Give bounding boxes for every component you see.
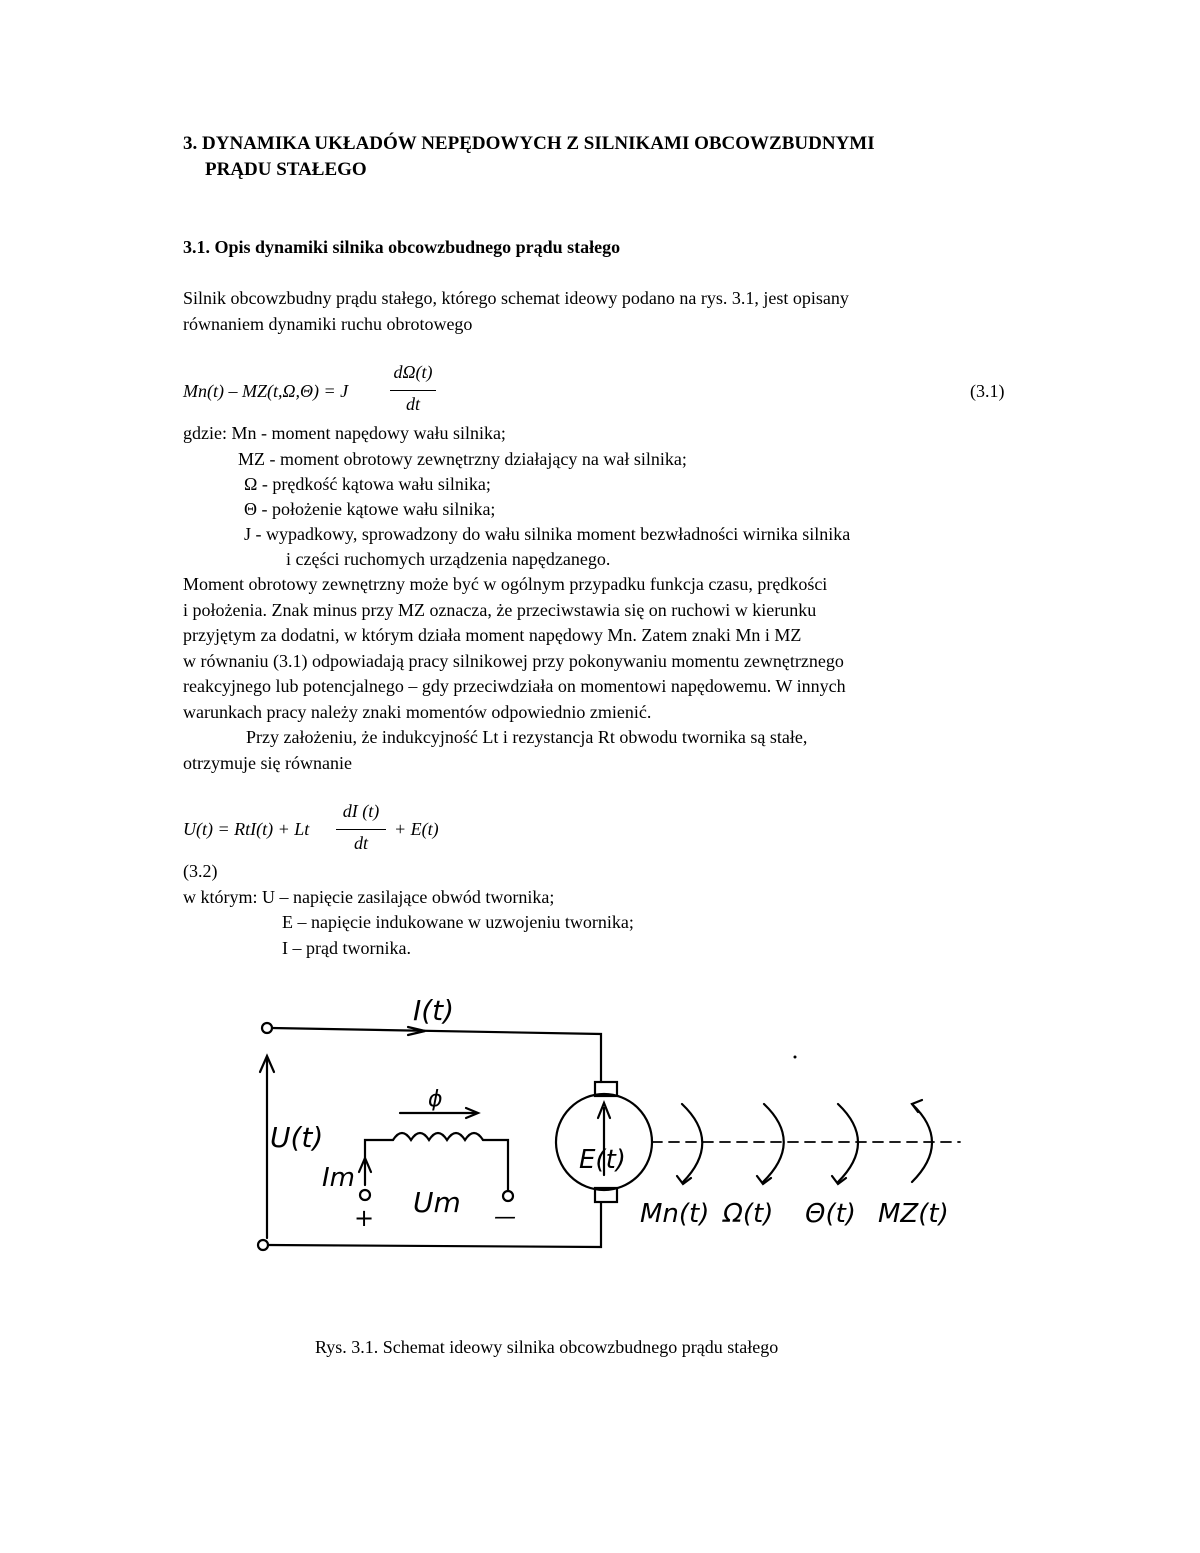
terminal-bottom (258, 1240, 268, 1250)
defs1-item: i części ruchomych urządzenia napędzanego. (286, 549, 611, 569)
para2-line: Przy założeniu, że indukcyjność Lt i rezystancja Rt obwodu twornika są stałe, (246, 727, 808, 747)
defs2-lead: w którym: U – napięcie zasilające obwód twornika; (183, 887, 555, 907)
eq1-lhs: Mn(t) – MZ(t,Ω,Θ) = J (183, 381, 349, 401)
terminal-top (262, 1023, 272, 1033)
field-terminal-minus (503, 1191, 513, 1201)
label-voltage: U(t) (270, 1121, 324, 1154)
eq1-numerator: dΩ(t) (393, 362, 433, 382)
field-coil (393, 1133, 483, 1140)
defs1-lead: gdzie: Mn - moment napędowy wału silnika; (183, 423, 506, 443)
para1-line: Moment obrotowy zewnętrzny może być w ogólnym przypadku funkcja czasu, prędkości (183, 574, 828, 594)
torque-load-arc (912, 1104, 932, 1182)
label-speed: Ω(t) (723, 1199, 774, 1229)
speed-arc (763, 1104, 784, 1182)
para1-line: i położenia. Znak minus przy MZ oznacza, że przeciwstawia się on ruchowi w kierunku (183, 600, 817, 620)
para2-line: otrzymuje się równanie (183, 753, 352, 773)
label-flux: ϕ (428, 1087, 443, 1112)
defs2-item: I – prąd twornika. (282, 938, 411, 958)
para1-line: reakcyjnego lub potencjalnego – gdy przeciwdziała on momentowi napędowemu. W innych (183, 676, 846, 696)
subsection-title: 3.1. Opis dynamiki silnika obcowzbudnego prądu stałego (183, 237, 621, 257)
section-title-line2: PRĄDU STAŁEGO (205, 159, 367, 180)
label-field-current: Im (322, 1163, 355, 1193)
defs1-item: Ω - prędkość kątowa wału silnika; (244, 474, 491, 494)
label-field-voltage: Um (413, 1186, 461, 1219)
eq1-denominator: dt (405, 394, 420, 414)
label-minus: — (494, 1205, 516, 1230)
label-angle: Θ(t) (805, 1199, 856, 1229)
field-wire-right (483, 1140, 508, 1190)
field-wire-left (365, 1140, 393, 1185)
eq2-numerator: dI (t) (342, 801, 380, 821)
defs1-item: J - wypadkowy, sprowadzony do wału silnika moment bezwładności wirnika silnika (244, 524, 851, 544)
speck (794, 1056, 797, 1059)
para1-line: przyjętym za dodatni, w którym działa moment napędowy Mn. Zatem znaki Mn i MZ (183, 625, 802, 645)
torque-load-arrow-icon (912, 1100, 922, 1112)
angle-arc (838, 1104, 858, 1182)
para1-line: w równaniu (3.1) odpowiadają pracy silnikowej przy pokonywaniu momentu zewnętrznego (183, 651, 844, 671)
wire-top (272, 1028, 601, 1082)
defs1-item: Θ - położenie kątowe wału silnika; (244, 499, 496, 519)
defs1-item: MZ - moment obrotowy zewnętrzny działający na wał silnika; (238, 449, 687, 469)
label-current: I(t) (413, 994, 455, 1027)
figure-caption: Rys. 3.1. Schemat ideowy silnika obcowzbudnego prądu stałego (315, 1337, 779, 1357)
eq2-number: (3.2) (183, 861, 218, 881)
para1-line: warunkach pracy należy znaki momentów odpowiednio zmienić. (183, 702, 652, 722)
defs2-item: E – napięcie indukowane w uzwojeniu twornika; (282, 912, 634, 932)
section-title-line1: 3. DYNAMIKA UKŁADÓW NEPĘDOWYCH Z SILNIKAMI OBCOWZBUDNYMI (183, 133, 875, 154)
intro-line-1: Silnik obcowzbudny prądu stałego, którego schemat ideowy podano na rys. 3.1, jest opisany (183, 288, 849, 308)
eq1-number: (3.1) (970, 381, 1005, 401)
eq2-rhs: + E(t) (394, 819, 439, 839)
field-terminal-plus (360, 1190, 370, 1200)
label-torque-motor: Mn(t) (640, 1199, 710, 1229)
label-torque-load: MZ(t) (878, 1199, 949, 1229)
intro-line-2: równaniem dynamiki ruchu obrotowego (183, 314, 473, 334)
eq2-lhs: U(t) = RtI(t) + Lt (183, 819, 310, 839)
label-emf: E(t) (579, 1145, 626, 1175)
label-plus: + (354, 1204, 375, 1232)
torque-motor-arc (682, 1104, 702, 1182)
eq2-denominator: dt (353, 833, 368, 853)
